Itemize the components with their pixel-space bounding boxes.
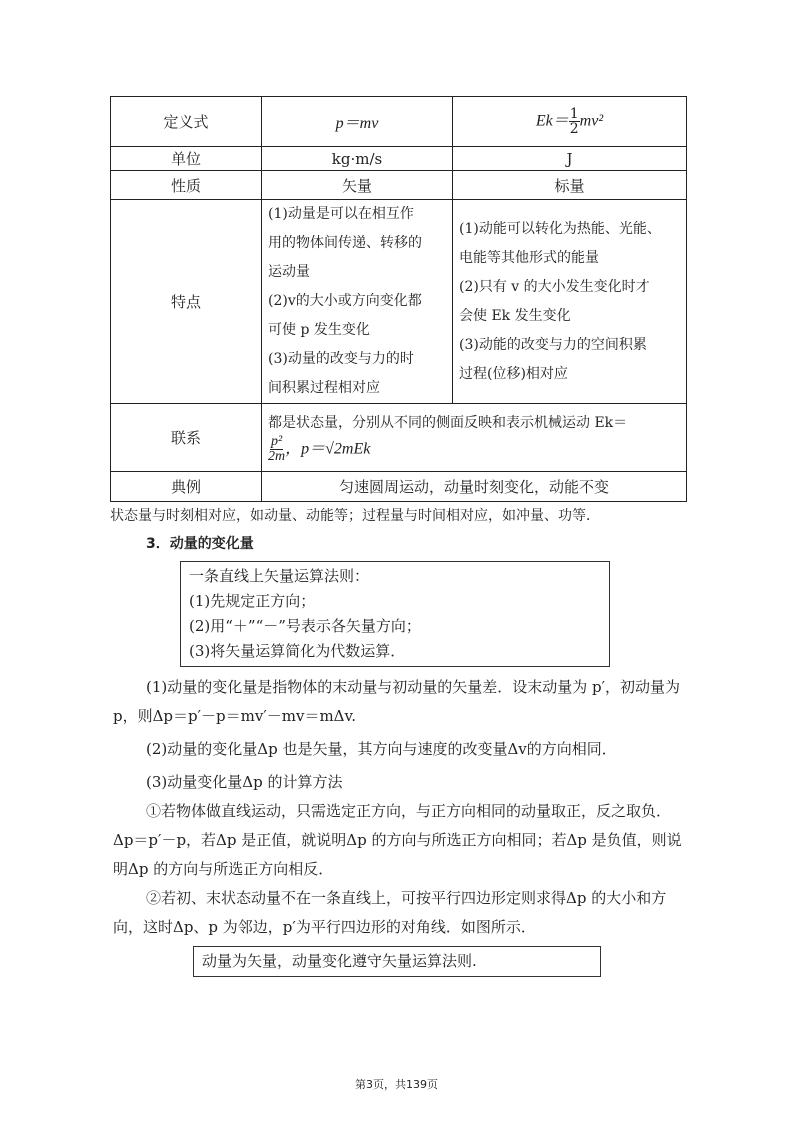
- rule-line: (2)用“＋”“－”号表示各矢量方向；: [189, 617, 421, 635]
- feature-line: (3)动量的改变与力的时: [268, 351, 414, 367]
- kinetic-nature: 标量: [453, 171, 687, 200]
- feature-line: 间积累过程相对应: [268, 380, 380, 396]
- relation-cell: [262, 404, 687, 472]
- table-row: [111, 404, 687, 472]
- fraction: [569, 107, 580, 136]
- feature-line: (1)动能可以转化为热能、光能、: [459, 220, 661, 237]
- row-label: 定义式: [111, 97, 262, 147]
- row-label: 性质: [111, 171, 262, 200]
- row-label: 特点: [111, 200, 262, 404]
- feature-line: (3)动能的改变与力的空间积累: [459, 336, 647, 353]
- table-row: [111, 147, 687, 171]
- feature-line: (2)v的大小或方向变化都: [268, 293, 422, 309]
- feature-line: 电能等其他形式的能量: [459, 249, 599, 266]
- paragraph: ①若物体做直线运动，只需选定正方向，与正方向相同的动量取正，反之取负．Δp＝p′－p，若Δp 是正值，就说明Δp 的方向与所选正方向相同；若Δp 是负值，则说明Δp 的方向与所选正方向相反．: [113, 802, 682, 878]
- feature-line: (1)动量是可以在相互作: [268, 206, 414, 222]
- feature-line: 过程(位移)相对应: [459, 365, 568, 382]
- page-footer: 第3页，共139页: [355, 1078, 438, 1091]
- row-label: 单位: [111, 147, 262, 171]
- momentum-unit: kg·m/s: [262, 147, 453, 171]
- row-label: 典例: [111, 472, 262, 502]
- rule-line: (3)将矢量运算简化为代数运算．: [189, 642, 406, 660]
- example-cell: 匀速圆周运动，动量时刻变化，动能不变: [262, 472, 687, 502]
- table-row: [111, 472, 687, 502]
- row-label: 联系: [111, 404, 262, 472]
- denominator: 2m: [268, 449, 286, 464]
- formula-rhs: mv²: [579, 112, 604, 130]
- kinetic-features: [453, 200, 687, 404]
- feature-line: 会使 Ek 发生变化: [459, 307, 571, 324]
- feature-line: 用的物体间传递、转移的: [268, 235, 422, 251]
- momentum-nature: 矢量: [262, 171, 453, 200]
- rule-line: (1)先规定正方向；: [189, 592, 316, 610]
- feature-line: 可使 p 发生变化: [268, 322, 370, 338]
- section-title: 3．动量的变化量: [146, 536, 254, 552]
- denominator: 2: [569, 121, 579, 137]
- rule-box: [180, 561, 610, 667]
- relation-formula: ，p＝√2mEk: [285, 440, 371, 458]
- table-row: [111, 97, 687, 147]
- paragraph: (3)动量变化量Δp 的计算方法: [146, 773, 343, 791]
- momentum-formula: p＝mv: [262, 97, 453, 147]
- table-row: [111, 171, 687, 200]
- paragraph: (1)动量的变化量是指物体的末动量与初动量的矢量差．设末动量为 p′，初动量为 p，则Δp＝p′－p＝mv′－mv＝mΔv.: [113, 678, 681, 725]
- numerator: 1: [569, 106, 579, 122]
- momentum-features: [262, 200, 453, 404]
- relation-text: 都是状态量，分别从不同的侧面反映和表示机械运动 Ek＝: [268, 415, 628, 431]
- kinetic-unit: J: [453, 147, 687, 171]
- kinetic-formula: [453, 97, 687, 147]
- note-text: 状态量与时刻相对应，如动量、动能等；过程量与时间相对应，如冲量、功等．: [110, 508, 600, 524]
- numerator: p²: [270, 434, 283, 449]
- feature-line: 运动量: [268, 264, 310, 280]
- document-body: [110, 96, 686, 977]
- paragraph: ②若初、末状态动量不在一条直线上，可按平行四边形定则求得Δp 的大小和方向，这时Δp、p 为邻边，p′为平行四边形的对角线．如图所示．: [113, 889, 667, 936]
- comparison-table: [110, 96, 687, 502]
- fraction: [268, 435, 285, 464]
- summary-box: 动量为矢量，动量变化遵守矢量运算法则.: [193, 946, 601, 977]
- table-row: [111, 200, 687, 404]
- paragraph: (2)动量的变化量Δp 也是矢量，其方向与速度的改变量Δv的方向相同．: [146, 740, 617, 758]
- rule-line: 一条直线上矢量运算法则：: [189, 567, 370, 585]
- formula-lhs: Ek＝: [535, 112, 569, 130]
- feature-line: (2)只有 v 的大小发生变化时才: [459, 278, 650, 295]
